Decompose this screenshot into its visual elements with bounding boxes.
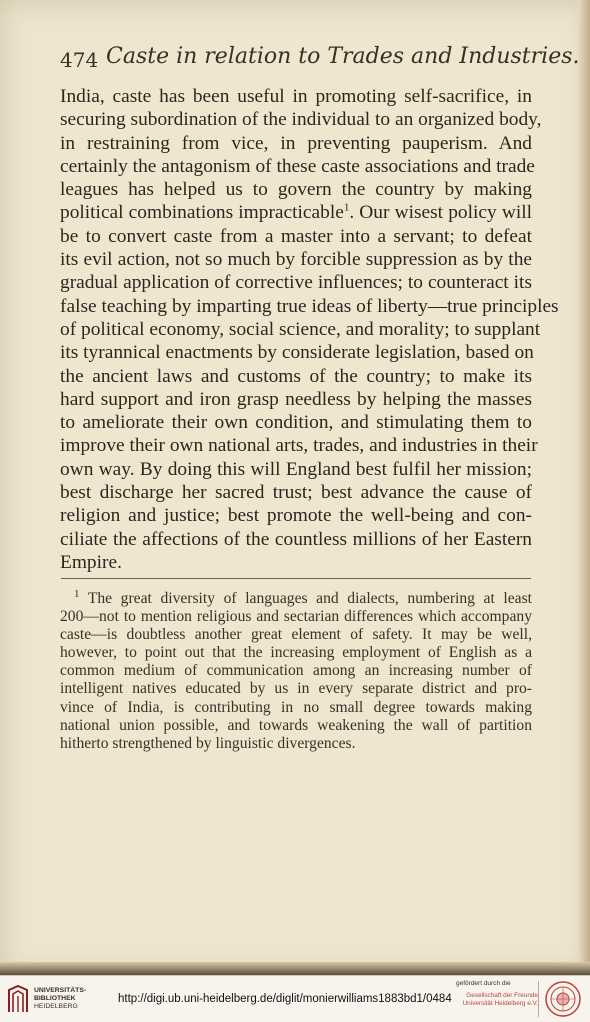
body-line: false teaching by imparting true ideas of liberty—true principles	[60, 295, 559, 317]
permalink-url[interactable]: http://digi.ub.uni-heidelberg.de/diglit/monierwilliams1883bd1/0484	[118, 993, 452, 1005]
society-line: Gesellschaft der Freunde	[466, 992, 538, 999]
footnote-line-text: The great diversity of languages and dialects, numbering at least	[87, 590, 532, 607]
body-line	[60, 201, 532, 224]
footer-divider	[538, 981, 539, 1017]
body-line: hard support and iron grasp needless by helping the masses	[60, 388, 532, 410]
body-line: be to convert caste from a master into a servant; to defeat	[60, 225, 532, 247]
body-text	[60, 85, 559, 574]
funded-by-label: gefördert durch die	[456, 980, 511, 987]
footnote-line: common medium of communication among an increasing number of	[60, 662, 532, 680]
footnote-divider	[61, 578, 531, 579]
viewer-footer	[0, 975, 590, 1022]
university-seal-icon	[544, 980, 582, 1018]
footnote-marker: 1	[74, 587, 80, 600]
body-line: the ancient laws and customs of the country; to make its	[60, 365, 532, 387]
footnote-line: vince of India, is contributing in no small degree towards making	[60, 698, 532, 716]
body-line: certainly the antagonism of these caste associations and trade	[60, 155, 535, 177]
page-number: 474	[60, 48, 99, 72]
body-line: its evil action, not so much by forcible suppression as by the	[60, 249, 532, 271]
institution-line: HEIDELBERG	[34, 1003, 78, 1010]
university-library-logo-icon	[6, 984, 30, 1014]
body-line: its tyrannical enactments by considerate legislation, based on	[60, 342, 534, 364]
body-line: gradual application of corrective influences; to counteract its	[60, 272, 532, 294]
footnote-reference: 1	[343, 202, 350, 215]
running-title: Caste in relation to Trades and Industries.	[106, 44, 580, 69]
university-library-name	[34, 987, 86, 1011]
sponsor-society-name	[456, 992, 538, 1008]
institution-line: BIBLIOTHEK	[34, 995, 76, 1002]
page-bottom-shadow	[0, 962, 590, 975]
institution-line: UNIVERSITÄTS-	[34, 987, 87, 994]
body-line: leagues has helped us to govern the country by making	[60, 179, 532, 201]
body-line: in restraining from vice, in preventing pauperism. And	[60, 132, 532, 154]
body-line: to ameliorate their own condition, and stimulating them to	[60, 412, 532, 434]
page-edge	[578, 0, 590, 975]
body-line: improve their own national arts, trades, and industries in their	[60, 435, 538, 457]
footnote-line: hitherto strengthened by linguistic divergences.	[60, 734, 356, 752]
footnote-line: 200—not to mention religious and sectarian differences which accompany	[60, 608, 532, 626]
body-line-text: political combinations impracticable	[60, 202, 344, 224]
body-line: religion and justice; best promote the well-being and con-	[60, 505, 532, 527]
footnote-line: national union possible, and towards weakening the wall of partition	[60, 716, 532, 734]
footnote-line: intelligent natives educated by us in every separate district and pro-	[60, 680, 532, 698]
footnote-line: however, to point out that the increasing employment of English as a	[60, 644, 532, 662]
body-line: Empire.	[60, 551, 122, 573]
society-line: Universität Heidelberg e.V.	[462, 1000, 538, 1007]
body-line: securing subordination of the individual to an organized body,	[60, 109, 542, 131]
body-line: own way. By doing this will England best fulfil her mission;	[60, 458, 532, 480]
body-line-text: . Our wisest policy will	[349, 202, 532, 224]
body-line: India, caste has been useful in promoting self-sacrifice, in	[60, 86, 532, 107]
footnote	[60, 587, 532, 753]
footnote-line: caste—is doubtless another great element of safety. It may be well,	[60, 626, 532, 644]
footnote-line	[60, 587, 532, 608]
body-line: best discharge her sacred trust; best advance the cause of	[60, 482, 532, 504]
body-line: ciliate the affections of the countless millions of her Eastern	[60, 528, 532, 550]
body-line: of political economy, social science, and morality; to supplant	[60, 318, 541, 340]
